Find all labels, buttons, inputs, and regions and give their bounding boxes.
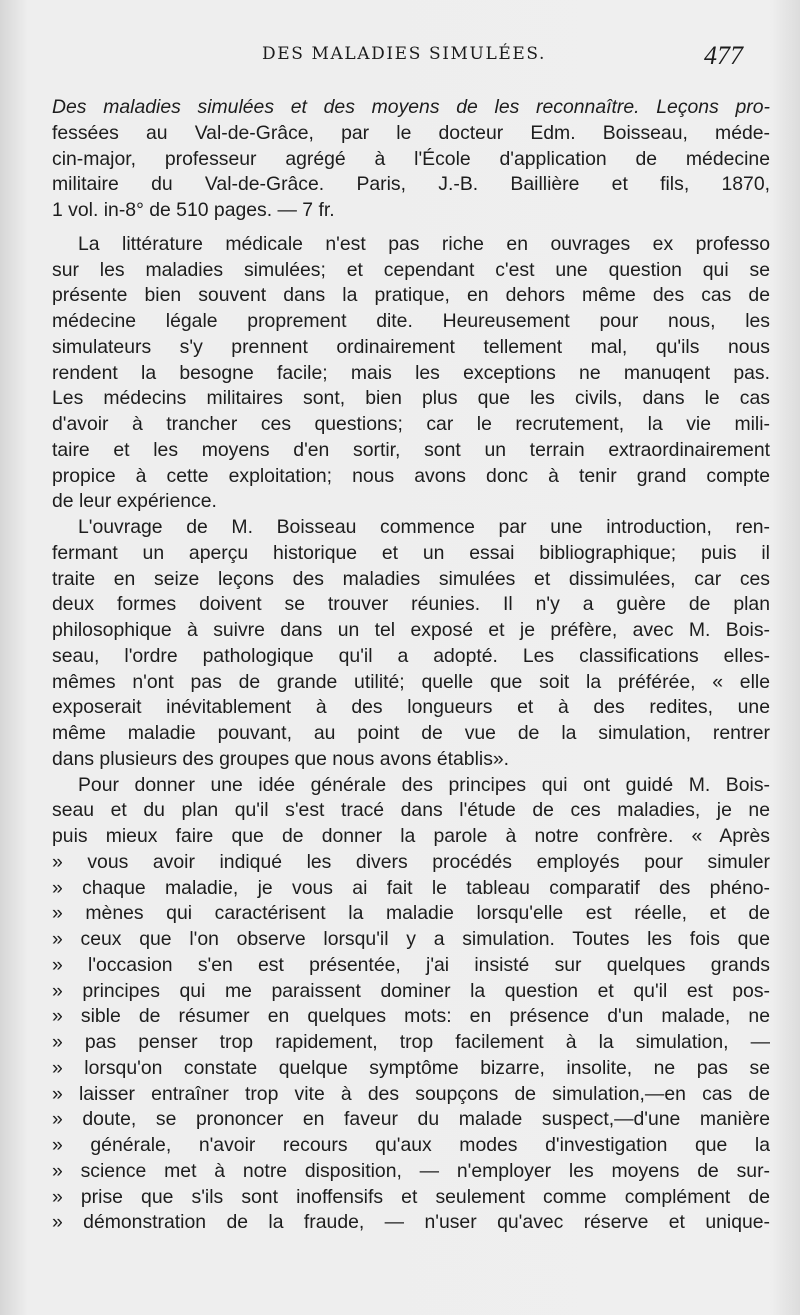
text-line: » sible de résumer en quelques mots: en présence d'un malade, ne: [52, 1005, 770, 1028]
text-line: » laisser entraîner trop vite à des soupçons de simulation,—en cas de: [52, 1082, 770, 1105]
text-line: cin-major, professeur agrégé à l'École d'application de médecine: [52, 147, 770, 170]
body-text: [52, 95, 770, 1236]
text-line: La littérature médicale n'est pas riche en ouvrages ex professo: [78, 232, 770, 255]
text-line: philosophique à suivre dans un tel exposé et je préfère, avec M. Bois-: [52, 619, 770, 641]
text-line: » vous avoir indiqué les divers procédés employés pour simuler: [52, 850, 770, 873]
text-line: fermant un aperçu historique et un essai bibliographique; puis il: [52, 541, 770, 564]
text-line: puis mieux faire que de donner la parole à notre confrère. « Après: [52, 825, 770, 847]
text-line: seau, l'ordre pathologique qu'il a adopté. Les classifications elles-: [52, 644, 770, 667]
text-line: » démonstration de la fraude, — n'user qu'avec réserve et unique-: [52, 1211, 770, 1234]
text-line: sur les maladies simulées; et cependant c'est une question qui se: [52, 258, 770, 281]
text-line: » chaque maladie, je vous ai fait le tableau comparatif des phéno-: [52, 876, 770, 899]
text-line: d'avoir à trancher ces questions; car le recrutement, la vie mili-: [52, 413, 770, 435]
text-line: seau et du plan qu'il s'est tracé dans l'étude de ces maladies, je ne: [52, 799, 770, 822]
text-line: » lorsqu'on constate quelque symptôme bizarre, insolite, ne pas se: [52, 1056, 770, 1079]
page-number: 477: [704, 41, 743, 70]
text-line: » mènes qui caractérisent la maladie lorsqu'elle est réelle, et de: [52, 902, 770, 925]
page-header: [0, 41, 800, 76]
text-line: » l'occasion s'en est présentée, j'ai insisté sur quelques grands: [52, 953, 770, 976]
text-line: Les médecins militaires sont, bien plus que les civils, dans le cas: [52, 387, 770, 410]
text-line: simulateurs s'y prennent ordinairement tellement mal, qu'ils nous: [52, 335, 770, 358]
running-title: DES MALADIES SIMULÉES.: [262, 44, 546, 64]
text-line: » générale, n'avoir recours qu'aux modes d'investigation que la: [52, 1134, 770, 1156]
text-line: présente bien souvent dans la pratique, en dehors même des cas de: [52, 284, 770, 307]
text-line: exposerait inévitablement à des longueurs et à des redites, une: [52, 696, 770, 719]
text-line: Pour donner une idée générale des principes qui ont guidé M. Bois-: [78, 773, 770, 796]
text-line: rendent la besogne facile; mais les exceptions ne manuqent pas.: [52, 361, 770, 384]
text-line: propice à cette exploitation; nous avons donc à tenir grand compte: [52, 464, 770, 487]
text-line: militaire du Val-de-Grâce. Paris, J.-B. Baillière et fils, 1870,: [52, 173, 770, 196]
text-line: » doute, se prononcer en faveur du malade suspect,—d'une manière: [52, 1108, 770, 1131]
text-line: dans plusieurs des groupes que nous avons établis».: [52, 747, 510, 770]
text-line: même maladie pouvant, au point de vue de la simulation, rentrer: [52, 722, 770, 744]
text-line: » ceux que l'on observe lorsqu'il y a simulation. Toutes les fois que: [52, 928, 770, 950]
text-line: » principes qui me paraissent dominer la question et qu'il est pos-: [52, 979, 770, 1002]
text-line: Des maladies simulées et des moyens de les reconnaître. Leçons pro-: [52, 96, 770, 118]
text-line: » prise que s'ils sont inoffensifs et seulement comme complément de: [52, 1185, 770, 1208]
text-line: fessées au Val-de-Grâce, par le docteur Edm. Boisseau, méde-: [52, 121, 770, 144]
text-line: de leur expérience.: [52, 490, 217, 513]
text-line: mêmes n'ont pas de grande utilité; quelle que soit la préférée, « elle: [52, 670, 770, 693]
text-line: L'ouvrage de M. Boisseau commence par une introduction, ren-: [78, 516, 770, 538]
text-line: taire et les moyens d'en sortir, sont un terrain extraordinairement: [52, 438, 770, 461]
text-line: 1 vol. in-8° de 510 pages. — 7 fr.: [52, 199, 335, 221]
text-line: » science met à notre disposition, — n'employer les moyens de sur-: [52, 1159, 770, 1182]
text-line: traite en seize leçons des maladies simulées et dissimulées, car ces: [52, 567, 770, 590]
text-line: médecine légale proprement dite. Heureusement pour nous, les: [52, 310, 770, 332]
text-line: » pas penser trop rapidement, trop facilement à la simulation, —: [52, 1031, 770, 1053]
text-line: deux formes doivent se trouver réunies. Il n'y a guère de plan: [52, 593, 770, 616]
